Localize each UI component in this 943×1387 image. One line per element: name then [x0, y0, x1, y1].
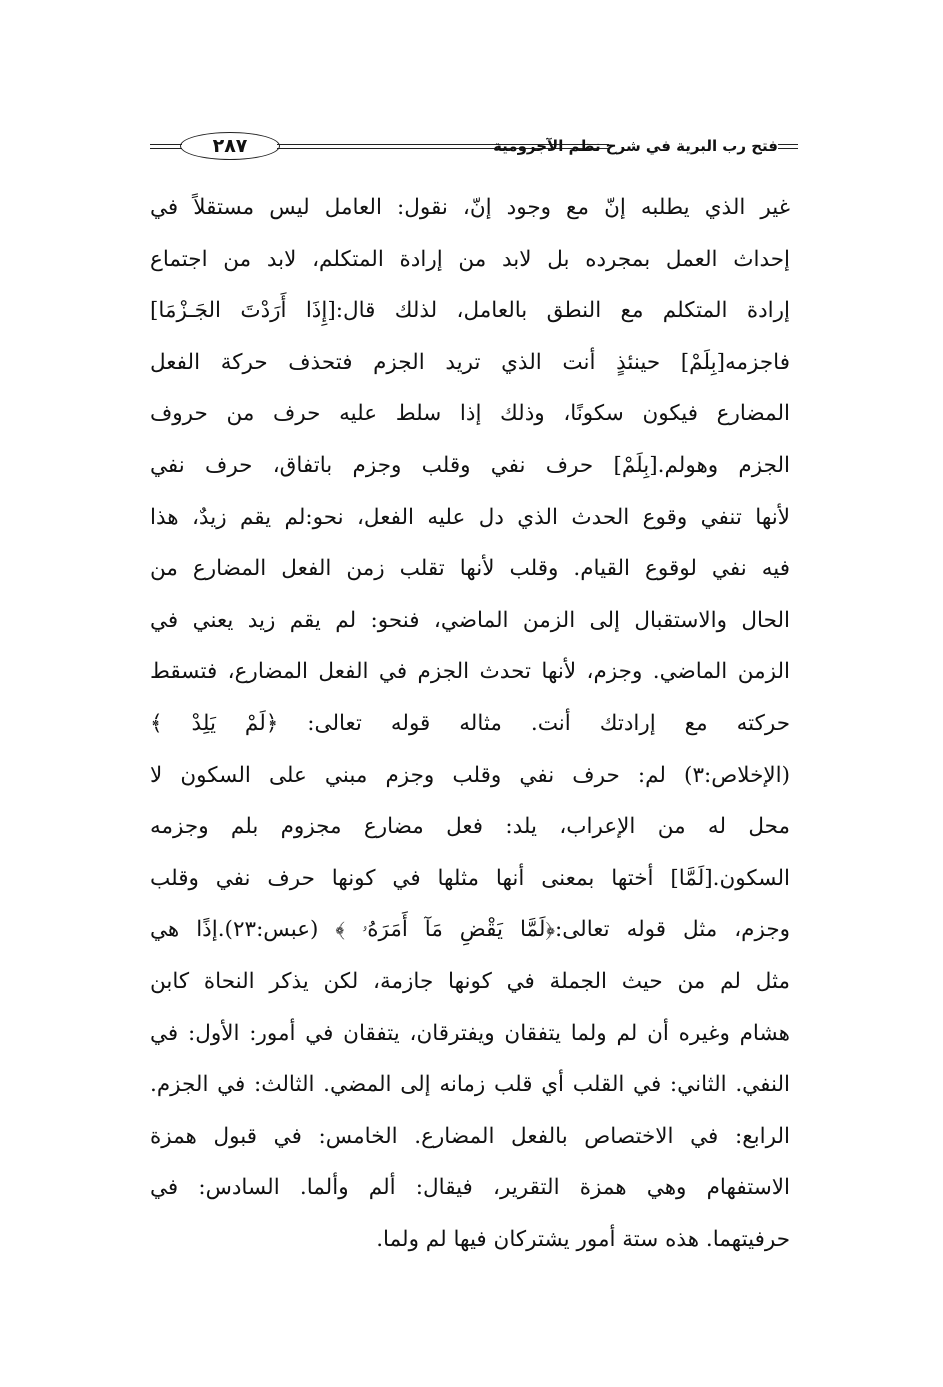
text-line: حرفيتهما. هذه ستة أمور يشتركان فيها لم ولما. — [376, 1226, 790, 1252]
text-line: وجزم، مثل قوله تعالى:﴿لَمَّا يَقْضِ مَآ أَمَرَهُۥ ﴾ (عبس:٢٣).إذًا هي — [150, 917, 790, 943]
text-line: مثل لم من حيث الجملة في كونها جازمة، لكن يذكر النحاة كابن — [150, 968, 790, 994]
text-line: الحال والاستقبال إلى الزمن الماضي، فنحو: لم يقم زيد يعني في — [150, 607, 790, 633]
page-number: ٢٨٧ — [212, 135, 248, 157]
text-line: غير الذي يطلبه إنّ مع وجود إنّ، نقول: العامل ليس مستقلاً في — [150, 195, 790, 220]
text-line: الزمن الماضي. وجزم، لأنها تحدث الجزم في الفعل المضارع، فتسقط — [150, 659, 790, 685]
page-header — [150, 128, 798, 166]
text-line: فاجزمه[بِلَمْ] حينئذٍ أنت الذي تريد الجزم فتحذف حركة الفعل — [150, 349, 790, 375]
text-line: النفي. الثاني: في القلب أي قلب زمانه إلى المضي. الثالث: في الجزم. — [150, 1072, 790, 1098]
header-rule-left — [150, 144, 182, 149]
text-line: الجزم وهولم.[بِلَمْ] حرف نفي وقلب وجزم باتفاق، حرف نفي — [150, 452, 790, 478]
text-line: السكون.[لَمَّا] أختها بمعنى أنها مثلها في كونها حرف نفي وقلب — [150, 865, 790, 891]
body-text — [150, 182, 790, 1265]
text-line: هشام وغيره أن لم ولما يتفقان ويفترقان، يتفقان في أمور: الأول: في — [150, 1020, 790, 1046]
text-line: محل له من الإعراب، يلد: فعل مضارع مجزوم بلم وجزمه — [150, 814, 790, 840]
text-line: إحداث العمل بمجرده بل لابد من إرادة المتكلم، لابد من اجتماع — [150, 246, 790, 272]
text-line: حركته مع إرادتك أنت. مثاله قوله تعالى: ﴿لَمْ يَلِدْ ﴾ — [150, 710, 790, 736]
text-line: فيه نفي لوقوع القيام. وقلب لأنها تقلب زمن الفعل المضارع من — [150, 556, 790, 582]
text-line: إرادة المتكلم مع النطق بالعامل، لذلك قال:[إِذَا أَرَدْتَ الجَـزْمَا] — [150, 298, 790, 324]
text-line: الاستفهام وهي همزة التقرير، فيقال: ألم وألما. السادس: في — [150, 1175, 790, 1201]
text-line: المضارع فيكون سكونًا، وذلك إذا سلط عليه حرف من حروف — [150, 401, 790, 427]
text-line: الرابع: في الاختصاص بالفعل المضارع. الخامس: في قبول همزة — [150, 1123, 790, 1149]
text-line: (الإخلاص:٣) لم: حرف نفي وقلب وجزم مبني على السكون لا — [150, 762, 790, 788]
text-line: لأنها تنفي وقوع الحدث الذي دل عليه الفعل، نحو:لم يقم زيدٌ، هذا — [150, 504, 790, 530]
running-title: فتح رب البرية في شرح نظم الآجرومية — [493, 137, 778, 155]
header-rule-right — [778, 144, 798, 149]
